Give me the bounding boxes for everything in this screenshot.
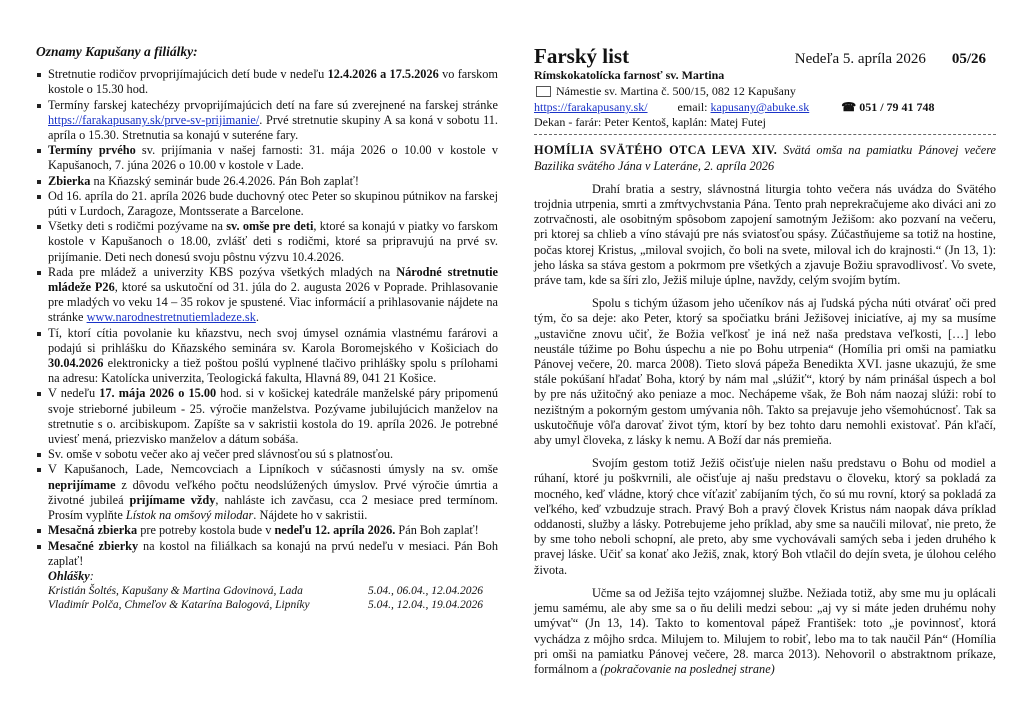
email-link[interactable]: kapusany@abuke.sk: [710, 100, 810, 115]
first-communion-link[interactable]: https://farakapusany.sk/prve-sv-prijimanie/: [48, 112, 260, 127]
newsletter-column: [534, 44, 996, 677]
website-link[interactable]: https://farakapusany.sk/: [534, 100, 648, 115]
banns-row: Kristián Šoltés, Kapušany & Martina Gdovinová, Lada 5.04., 06.04., 12.04.2026: [48, 585, 483, 598]
homily-paragraph: Učme sa od Ježiša tejto vzájomnej službe. Nežiada totiž, aby sme mu ju oplácali jemu samému, ale aby sme sa o ňu delili medzi sebou: „aj vy si máte jeden druhému nohy umývať“ (Jn 13, 14). Takto to komentoval pápež František: toto „je povinnosť, ktorá vychádza z môjho srdca. Milujem to. Milujem to robiť, lebo ma to tak naučil Pán“ (Homília pri omši na pamiatku Pánovej večere, 28. marca 2013). Nehovoril o abstraktnom príkaze, formálnom a (pokračovanie na poslednej strane): [534, 585, 996, 676]
issue-date: Nedeľa 5. apríla 2026: [794, 51, 926, 67]
address-line: Námestie sv. Martina č. 500/15, 082 12 Kapušany: [534, 83, 996, 99]
masthead: [534, 44, 996, 68]
notice-item: Všetky deti s rodičmi pozývame na sv. omše pre deti, ktoré sa konajú v piatky vo farskom kostole v Kapušanoch o 18.00, zvlášť deti s rodičmi, ktoré sa pripravujú na prvé sv. prijímanie. Deti nech donesú svoju pôstnu výzvu 10.4.2026.: [36, 219, 498, 265]
homily-paragraph: Spolu s tichým úžasom jeho učeníkov nás aj ľudská pýcha núti otvárať oči pred tým, čo sa deje: ako Peter, ktorý sa spočiatku bráni Ježišovej iniciatíve, aj my sa musíme „ustavične znovu učiť, že Božia veľkosť je iná než naša predstava veľkosti, […] lebo neustále túžime po Bohu úspechu a nie po Bohu utrpenia“ (Homília pri omši na pamiatku Pánovej večere, 20. marca 2008). Tieto slová pápeža Benedikta XVI. jasne ukazujú, že sme stále pokúšaní hľadať Boha, ktorý by nám mal „slúžiť“, ktorý by nám prinášal úspech a bol by pre nás užitočný ako peniaze a moc. Nechápeme však, že Boh nám naozaj slúži: robí to nezištným a pokorným gestom umývania nôh. Takto sa prejavuje jeho všemohúcnosť. Tak sa uskutočňuje vôľa darovať život tým, ktorí by bez tohto daru nemohli existovať. Pán kľačí, aby umyl človeka, z lásky k nemu. A Boží dar nás premieňa.: [534, 296, 996, 448]
mail-icon: [536, 86, 551, 97]
homily-subtitle: Svätá omša na pamiatku Pánovej večere Bazilika svätého Jána v Lateráne, 2. apríla 2026: [534, 143, 997, 173]
notices-list: [36, 67, 498, 569]
notice-item: Termíny prvého sv. prijímania v našej farnosti: 31. mája 2026 o 10.00 v kostole v Kapušanoch, 7. júna 2026 o 10.00 v kostole v Lade.: [36, 143, 498, 173]
notice-item: Termíny farskej katechézy prvoprijímajúcich detí na fare sú zverejnené na farskej stránke https://farakapusany.sk/prve-sv-prijimanie/. Prvé stretnutie skupiny A sa koná v sobotu 11. apríla o 15.30. Stretnutia sa konajú v suteréne fary.: [36, 98, 498, 144]
announcements-column: [36, 44, 498, 612]
notice-item: Rada pre mládež a univerzity KBS pozýva všetkých mladých na Národné stretnutie mládeže P26, ktoré sa uskutoční od 31. júla do 2. augusta 2026 v Poprade. Prihlasovanie pre mladých vo veku 14 – 35 rokov je spustené. Viac informácií a prihlasovanie nájdete na stránke www.narodnestretnutiemladeze.sk.: [36, 265, 498, 326]
notice-item: V Kapušanoch, Lade, Nemcovciach a Lipníkoch v súčasnosti úmysly na sv. omše neprijímame z dôvodu veľkého počtu neodslúžených úmyslov. Prvé výročie úmrtia a životné jubileá prijímame vždy, nahláste ich zavčasu, cca 2 mesiace pred termínom. Prosím vyplňte Lístok na omšový milodar. Nájdete ho v sakristii.: [36, 462, 498, 523]
notice-item: Mesačná zbierka pre potreby kostola bude v nedeľu 12. apríla 2026. Pán Boh zaplať!: [36, 523, 498, 538]
notice-item: Stretnutie rodičov prvoprijímajúcich detí bude v nedeľu 12.4.2026 a 17.5.2026 vo farskom kostole o 15.30 hod.: [36, 67, 498, 97]
parish-name: Rímskokatolícka farnosť sv. Martina: [534, 68, 725, 82]
youth-meeting-link[interactable]: www.narodnestretnutiemladeze.sk: [86, 310, 256, 325]
notice-item: V nedeľu 17. mája 2026 o 15.00 hod. si v košickej katedrále manželské páry pripomenú svoje strieborné jubileum - 25. výročie manželstva. Pozývame jubilujúcich manželov na stretnutie s o. arcibiskupom. Zapíšte sa v sakristii kostola do 19. apríla 2026. Je potrebné uviesť mená, priezvisko manželov a dátum sobáša.: [36, 386, 498, 447]
homily-paragraph: Drahí bratia a sestry, slávnostná liturgia tohto večera nás uvádza do Svätého trojdnia utrpenia, smrti a zmŕtvychvstania Pána. Tento prah neprekračujeme ako diváci ani zo zotrvačnosti, ale osobitným spôsobom zapojení samotným Ježišom: ako pozvaní na večeru, pri ktorej sa chlieb a víno stávajú pre nás sviatosťou spásy. Zúčastňujeme sa totiž na hostine, počas ktorej Kristus, „miloval svojich, čo boli na svete, miloval ich do krajnosti.“ (Jn 13, 1): jeho láska sa stáva gestom a pokrmom pre všetkých a zjavuje Božiu spravodlivosť. Vo svete, práve tam, kde sa šíri zlo, Ježiš miluje úplne, navždy, celým svojím bytím.: [534, 181, 996, 288]
notice-item: Mesačné zbierky na kostol na filiálkach sa konajú na prvú nedeľu v mesiaci. Pán Boh zaplať!: [36, 539, 498, 569]
notice-item: Od 16. apríla do 21. apríla 2026 bude duchovný otec Peter so skupinou pútnikov na farskej púti v Lurdoch, Zaragoze, Montsserate a Barcelone.: [36, 189, 498, 219]
announcements-heading: Oznamy Kapušany a filiálky:: [36, 44, 198, 59]
divider: [534, 134, 996, 135]
notice-item: Tí, ktorí cítia povolanie ku kňazstvu, nech svoj úmysel oznámia vlastnému farárovi a podajú si prihlášku do Kňazského seminára sv. Karola Boromejského v Košiciach do 30.04.2026 elektronicky a tiež poštou pošlú vyplnené tlačivo prihlášky spolu s prílohami na adresu: Katolícka univerzita, Teologická fakulta, Hlavná 89, 041 21 Košice.: [36, 326, 498, 387]
banns-row: Vladimír Polča, Chmeľov & Katarína Balogová, Lipníky 5.04., 12.04., 19.04.2026: [48, 599, 483, 612]
homily-paragraph: Svojím gestom totiž Ježiš očisťuje nielen našu predstavu o Bohu od modiel a rúhaní, ktoré ju poškvrnili, ale očisťuje aj našu predstavu o človeku, ktorý sa pokladá za mocného, keď vládne, ktorý chce víťaziť zabíjaním tých, čo sú mu rovní, ktorý sa pokladá za veľkého, keď vzbudzuje strach. Pravý Boh a pravý človek Kristus nám naopak dáva príklad oddanosti, služby a lásky. Potrebujeme jeho príklad, aby sme sa naučili milovať, nie preto, že by sme toho neboli schopní, ale preto, aby sme vychovávali samých seba i jeden druhého k pravej láske. Učiť sa konať ako Ježiš, znak, ktorý Boh vtlačil do dejín sveta, je úlohou celého života.: [534, 456, 996, 577]
issue-number: 05/26: [951, 51, 986, 67]
newsletter-title: Farský list: [534, 44, 630, 68]
notice-item: Sv. omše v sobotu večer ako aj večer pred slávnosťou sú s platnosťou.: [36, 447, 498, 462]
telephone-icon: ☎: [841, 100, 857, 115]
notice-item: Zbierka na Kňazský seminár bude 26.4.2026. Pán Boh zaplať!: [36, 174, 498, 189]
clergy-line: Dekan - farár: Peter Kentoš, kaplán: Matej Futej: [534, 115, 766, 130]
banns-heading: Ohlášky:: [48, 568, 94, 583]
homily-title: HOMÍLIA SVÄTÉHO OTCA LEVA XIV.: [534, 143, 778, 158]
homily-header: [534, 143, 996, 173]
contact-line: https://farakapusany.sk/ email: kapusany@abuke.sk ☎ 051 / 79 41 748: [534, 100, 935, 115]
continued-note: (pokračovanie na poslednej strane): [600, 661, 775, 676]
